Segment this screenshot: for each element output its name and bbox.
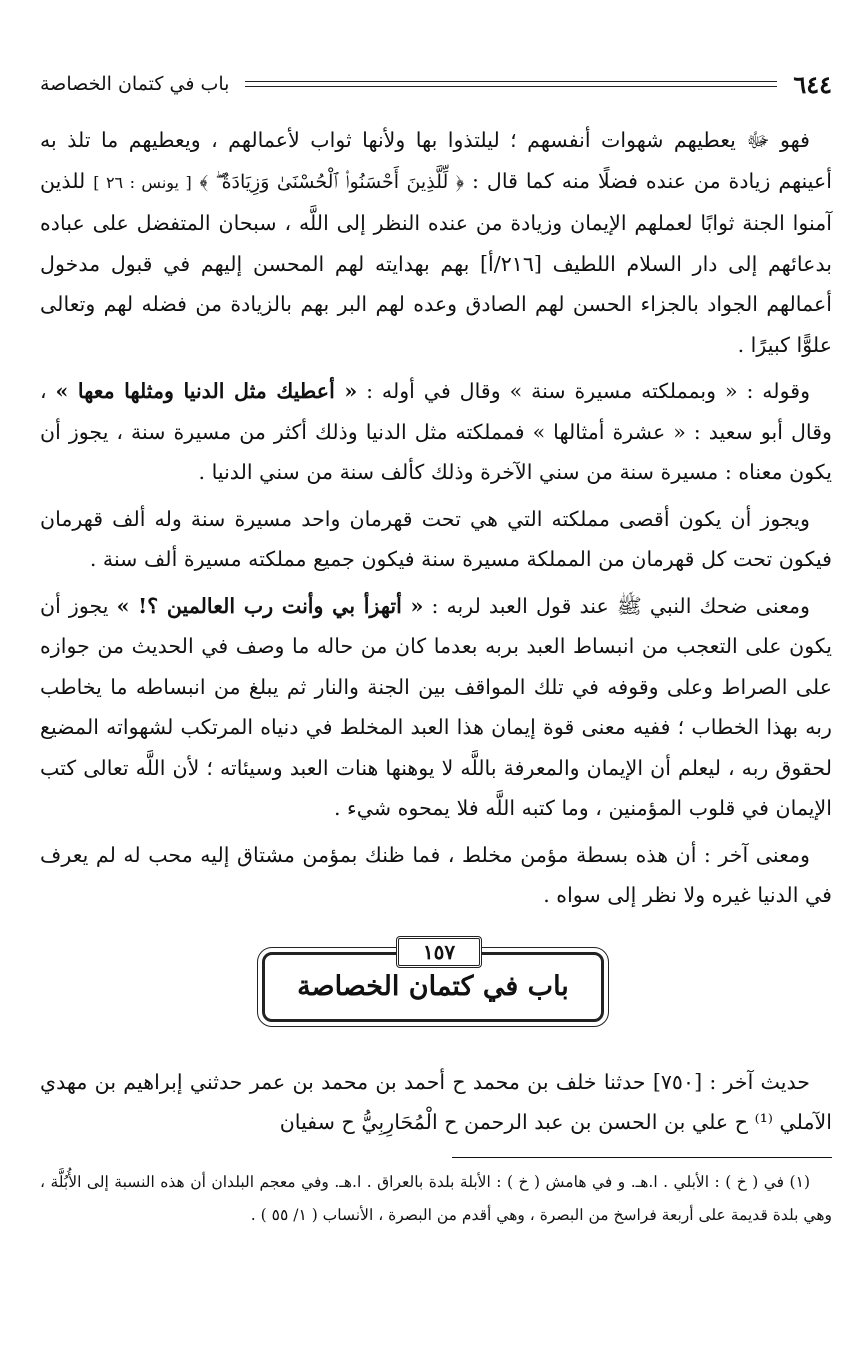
page-header — [40, 68, 832, 100]
paragraph-1-text-a: فهو ﷻ يعطيهم شهوات أنفسهم ؛ ليلتذوا بها ولأنها ثواب لأعمالهم ، ويعطيهم ما تلذ به أعينهم زيادة من عنده فضلًا منه كما قال : — [40, 128, 832, 193]
chapter-title: باب في كتمان الخصاصة — [297, 971, 569, 1002]
chapter-heading — [40, 934, 832, 1050]
paragraph-3: ويجوز أن يكون أقصى مملكته التي هي تحت قهرمان واحد مسيرة سنة وله ألف قهرمان فيكون تحت كل قهرمان من المملكة مسيرة سنة فيكون جميع مملكته مسيرة ألف سنة . — [40, 506, 832, 571]
running-title: باب في كتمان الخصاصة — [40, 73, 230, 95]
paragraph-1-text-b: للذين آمنوا الجنة ثوابًا لعملهم الإيمان وزيادة من عنده النظر إلى اللَّه ، سبحان المتفضل على عباده بدعائهم إلى دار السلام اللطيف [٢١٦/أ] بهم بهدايته لهم المحسن إليهم في قبول مدخول أعمالهم الجواد بالجزاء الحسن لهم الصادق وعده لهم البر بهم بالزيادة من فضله لهم وتعالى علوًّا كبيرًا . — [40, 168, 833, 357]
paragraph-6: حديث آخر : [٧٥٠] حدثنا خلف بن محمد ح أحمد بن محمد بن عمر حدثني إبراهيم بن مهدي الآملي ⁽¹⁾ ح علي بن الحسن بن عبد الرحمن ح الْمُحَارِبِيُّ ح سفيان — [40, 1069, 832, 1134]
paragraph-4 — [40, 586, 832, 829]
quran-verse: ﴿ لِّلَّذِينَ أَحْسَنُوا۟ ٱلْحُسْنَىٰ وَزِيَادَةٌ ۖ ﴾ — [199, 170, 465, 193]
paragraph-4-text-a: ومعنى ضحك النبي ﷺ عند قول العبد لربه : — [431, 593, 810, 618]
paragraph-1 — [40, 120, 832, 365]
paragraph-2-bold-quote: « أعطيك مثل الدنيا ومثلها معها » — [55, 379, 358, 403]
footnote: (١) في ( خ ) : الأبلي . ا.هـ. و في هامش ( خ ) : الأبلة بلدة بالعراق . ا.هـ. وفي معجم البلدان أن هذه النسبة إلى الأُبُلَّة ، وهي بلدة قديمة على أربعة فراسخ من البصرة ، وهي أقدم من البصرة ، الأنساب ( ١/ ٥٥ ) . — [40, 1172, 832, 1224]
paragraph-4-text-b: يجوز أن يكون على التعجب من انبساط العبد بربه بعدما كان من حاله ما وصف في الحديث من جوازه على الصراط وعلى وقوفه في تلك المواقف بين الجنة والنار ثم يبلغ من انبساطه ما يخاطب ربه بهذا الخطاب ؛ ففيه معنى قوة إيمان هذا العبد المخلط في دنياه المرتكب لشهواته المضيع لحقوق ربه ، ليعلم أن الإيمان والمعرفة باللَّه لا يوهنها هنات العبد وسيئاته ؛ لأن اللَّه تعالى كتب الإيمان في قلوب المؤمنين ، وما كتبه اللَّه فلا يمحوه شيء . — [40, 593, 832, 820]
paragraph-5: ومعنى آخر : أن هذه بسطة مؤمن مخلط ، فما ظنك بمؤمن مشتاق إليه محب له لم يعرف في الدنيا غيره ولا نظر إلى سواه . — [40, 842, 832, 907]
main-text — [40, 120, 832, 1232]
header-rule — [245, 81, 777, 87]
paragraph-4-bold-quote: « أتهزأ بي وأنت رب العالمين ؟! » — [116, 593, 424, 618]
paragraph-2-text-b: ، وقال أبو سعيد : « عشرة أمثالها » فمملكته مثل الدنيا وذلك أكثر من مسيرة سنة ، يجوز أن يكون معناه : مسيرة سنة من سني الآخرة وذلك كألف سنة من سني الدنيا . — [40, 379, 832, 484]
verse-reference: [ يونس : ٢٦ ] — [93, 172, 192, 192]
page-number: ٦٤٤ — [793, 69, 832, 99]
book-page — [40, 50, 832, 1330]
paragraph-2 — [40, 371, 832, 493]
footnote-divider — [452, 1157, 832, 1158]
chapter-number: ١٥٧ — [396, 936, 482, 968]
paragraph-2-text-a: وقوله : « وبمملكته مسيرة سنة » وقال في أوله : — [366, 379, 811, 403]
